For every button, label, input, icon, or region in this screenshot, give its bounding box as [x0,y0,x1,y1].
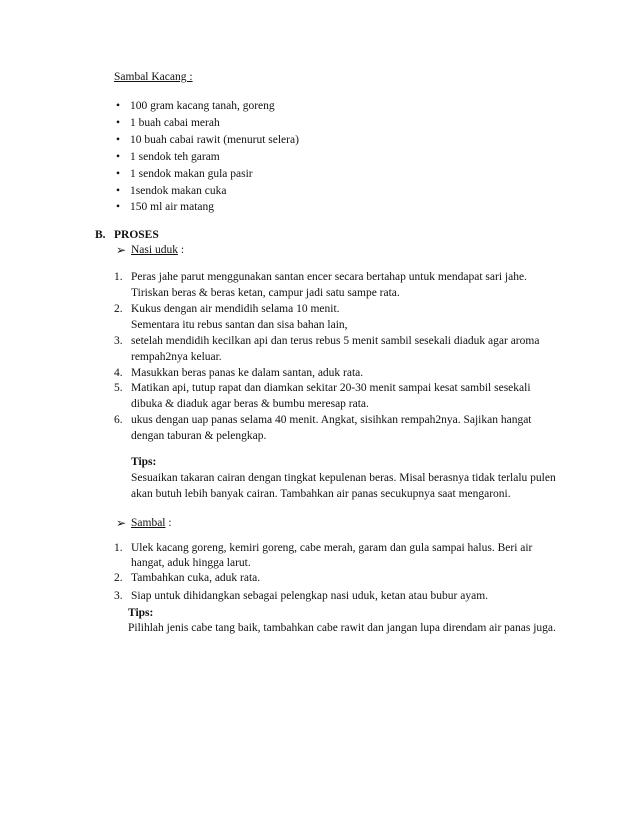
sambal-kacang-title: Sambal Kacang : [114,71,193,83]
sambal-heading [131,516,172,530]
step-line: Peras jahe parut menggunakan santan encer secara bertahap untuk mendapat sari jahe. [131,271,527,283]
step-line: hangat, aduk hingga larut. [131,557,251,569]
step-line: Kukus dengan air mendidih selama 10 menit. [131,303,340,315]
list-item: 1 sendok makan gula pasir [130,168,253,180]
step-line: Sementara itu rebus santan dan sisa bahan lain, [131,319,348,331]
step-line: dibuka & diaduk agar beras & bumbu meresap rata. [131,398,369,410]
section-b-title: PROSES [114,229,159,241]
step-line: Tambahkan cuka, aduk rata. [131,572,261,584]
step-line: rempah2nya keluar. [131,351,222,363]
list-item: 1 buah cabai merah [130,117,220,129]
bullet-icon: • [115,201,121,213]
step-number: 3. [114,590,123,602]
step-line: Ulek kacang goreng, kemiri goreng, cabe merah, garam dan gula sampai halus. Beri air [131,542,533,554]
bullet-icon: • [115,151,121,163]
step-line: ukus dengan uap panas selama 40 menit. Angkat, sisihkan rempah2nya. Sajikan hangat [131,414,532,426]
arrow-bullet-icon: ➢ [116,243,127,257]
list-item: 1sendok makan cuka [130,185,227,197]
step-number: 1. [114,542,123,554]
nasi-uduk-tips-title: Tips: [131,456,157,468]
section-b-marker: B. [95,229,106,241]
sambal-title: Sambal [131,517,166,529]
sambal-suffix: : [168,517,172,529]
list-item: 150 ml air matang [130,201,214,213]
step-number: 6. [114,414,123,426]
bullet-icon: • [115,117,121,129]
nasi-uduk-title: Nasi uduk [131,244,178,256]
list-item: 1 sendok teh garam [130,151,220,163]
arrow-bullet-icon: ➢ [116,516,127,530]
sambal-tips-line: Pilihlah jenis cabe tang baik, tambahkan cabe rawit dan jangan lupa direndam air panas juga. [128,622,556,634]
list-item: 100 gram kacang tanah, goreng [130,100,275,112]
step-number: 2. [114,572,123,584]
nasi-uduk-heading [131,243,184,257]
step-line: Matikan api, tutup rapat dan diamkan sekitar 20-30 menit sampai kesat sambil sesekali [131,382,531,394]
bullet-icon: • [115,168,121,180]
bullet-icon: • [115,185,121,197]
step-number: 5. [114,382,123,394]
bullet-icon: • [115,134,121,146]
step-line: Masukkan beras panas ke dalam santan, aduk rata. [131,367,364,379]
step-line: Siap untuk dihidangkan sebagai pelengkap nasi uduk, ketan atau bubur ayam. [131,590,489,602]
step-line: setelah mendidih kecilkan api dan terus rebus 5 menit sambil sesekali diaduk agar aroma [131,335,540,347]
step-number: 1. [114,271,123,283]
nasi-uduk-suffix: : [180,244,185,256]
step-number: 3. [114,335,123,347]
nasi-uduk-tips-line: Sesuaikan takaran cairan dengan tingkat kepulenan beras. Misal berasnya tidak terlalu pulen [131,472,556,484]
step-number: 2. [114,303,123,315]
nasi-uduk-tips-line: akan butuh lebih banyak cairan. Tambahkan air panas secukupnya saat mengaroni. [131,488,511,500]
bullet-icon: • [115,100,121,112]
step-number: 4. [114,367,123,379]
list-item: 10 buah cabai rawit (menurut selera) [130,134,299,146]
step-line: dengan taburan & pelengkap. [131,430,267,442]
sambal-tips-title: Tips: [128,607,154,619]
step-line: Tiriskan beras & beras ketan, campur jadi satu sampe rata. [131,287,400,299]
